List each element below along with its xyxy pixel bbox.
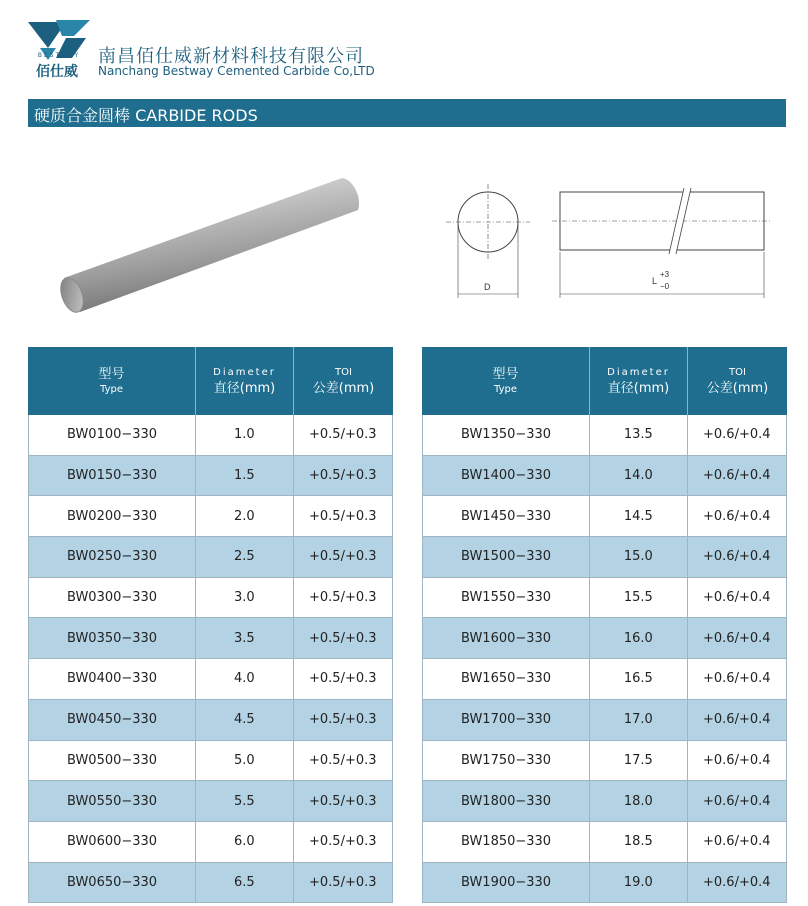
cell-type: BW1550−330 (423, 578, 590, 618)
cell-type: BW1650−330 (423, 659, 590, 699)
company-name-cn: 南昌佰仕威新材料科技有限公司 (98, 46, 364, 67)
cell-type: BW0450−330 (29, 700, 196, 740)
table-row (423, 456, 786, 497)
cell-type: BW0550−330 (29, 781, 196, 821)
cell-type: BW1750−330 (423, 741, 590, 781)
cell-type: BW1400−330 (423, 456, 590, 496)
table-row (423, 822, 786, 863)
header-type (422, 347, 590, 415)
header-tolerance (688, 347, 787, 415)
cell-diameter: 15.0 (590, 537, 687, 577)
length-tolerance-minus: −0 (660, 282, 670, 291)
table-row (29, 741, 392, 782)
table-row (29, 415, 392, 456)
section-title: 硬质合金圆棒 CARBIDE RODS (34, 106, 258, 125)
table-row (29, 700, 392, 741)
cell-type: BW0200−330 (29, 496, 196, 536)
table-row (29, 822, 392, 863)
cell-type: BW0500−330 (29, 741, 196, 781)
table-row (423, 618, 786, 659)
cell-diameter: 3.5 (196, 618, 293, 658)
cell-tolerance: +0.5/+0.3 (309, 712, 377, 728)
cell-type: BW1350−330 (423, 415, 590, 455)
length-tolerance-plus: +3 (660, 270, 670, 279)
cell-diameter: 1.5 (196, 456, 293, 496)
cell-diameter: 18.0 (590, 781, 687, 821)
cell-tolerance: +0.6/+0.4 (703, 793, 771, 809)
cell-tolerance: +0.6/+0.4 (703, 712, 771, 728)
table-row (29, 659, 392, 700)
cell-type: BW0350−330 (29, 618, 196, 658)
cell-diameter: 18.5 (590, 822, 687, 862)
spec-table-right (422, 347, 787, 903)
table-row (29, 456, 392, 497)
cell-tolerance: +0.6/+0.4 (703, 834, 771, 850)
cell-tolerance: +0.6/+0.4 (703, 468, 771, 484)
cell-tolerance: +0.6/+0.4 (703, 427, 771, 443)
header-tolerance-en: TOI (335, 366, 352, 378)
cell-type: BW0100−330 (29, 415, 196, 455)
cell-tolerance: +0.5/+0.3 (309, 630, 377, 646)
cell-tolerance: +0.5/+0.3 (309, 549, 377, 565)
carbide-rod-image (52, 160, 372, 330)
cell-tolerance: +0.5/+0.3 (309, 874, 377, 890)
cell-type: BW1600−330 (423, 618, 590, 658)
header-diameter-en: Diameter (213, 366, 276, 378)
table-row (29, 496, 392, 537)
header-type-cn: 型号 (492, 366, 519, 382)
cell-type: BW0650−330 (29, 863, 196, 903)
cell-type: BW0300−330 (29, 578, 196, 618)
cell-tolerance: +0.6/+0.4 (703, 590, 771, 606)
section-banner (28, 99, 786, 127)
cell-diameter: 17.0 (590, 700, 687, 740)
cell-diameter: 5.5 (196, 781, 293, 821)
cell-tolerance: +0.6/+0.4 (703, 508, 771, 524)
cell-type: BW0400−330 (29, 659, 196, 699)
header-type (28, 347, 196, 415)
cell-type: BW0250−330 (29, 537, 196, 577)
brand-name-cn: 佰仕威 (36, 64, 78, 80)
header-tolerance-cn: 公差(mm) (706, 380, 769, 396)
table-row (29, 781, 392, 822)
cell-diameter: 16.5 (590, 659, 687, 699)
cell-type: BW1700−330 (423, 700, 590, 740)
header-diameter-en: Diameter (607, 366, 670, 378)
cell-tolerance: +0.5/+0.3 (309, 427, 377, 443)
cell-diameter: 2.0 (196, 496, 293, 536)
cell-diameter: 16.0 (590, 618, 687, 658)
cell-type: BW1800−330 (423, 781, 590, 821)
cell-tolerance: +0.5/+0.3 (309, 752, 377, 768)
header-tolerance-cn: 公差(mm) (312, 380, 375, 396)
table-body (422, 415, 787, 903)
cell-tolerance: +0.5/+0.3 (309, 468, 377, 484)
cell-tolerance: +0.5/+0.3 (309, 671, 377, 687)
cell-diameter: 13.5 (590, 415, 687, 455)
cell-diameter: 14.5 (590, 496, 687, 536)
cell-tolerance: +0.6/+0.4 (703, 630, 771, 646)
cell-diameter: 14.0 (590, 456, 687, 496)
header-tolerance-en: TOI (729, 366, 746, 378)
cell-diameter: 6.0 (196, 822, 293, 862)
cell-tolerance: +0.6/+0.4 (703, 671, 771, 687)
cell-diameter: 4.5 (196, 700, 293, 740)
header-diameter (590, 347, 688, 415)
cell-type: BW1850−330 (423, 822, 590, 862)
table-row (423, 659, 786, 700)
cell-tolerance: +0.6/+0.4 (703, 549, 771, 565)
table-row (29, 537, 392, 578)
cell-diameter: 1.0 (196, 415, 293, 455)
table-body (28, 415, 393, 903)
cell-type: BW0150−330 (29, 456, 196, 496)
header-diameter (196, 347, 294, 415)
table-row (423, 781, 786, 822)
company-name-en: Nanchang Bestway Cemented Carbide Co,LTD (98, 64, 375, 78)
table-row (423, 537, 786, 578)
cell-type: BW1500−330 (423, 537, 590, 577)
rod-technical-drawing (440, 182, 780, 302)
cell-tolerance: +0.6/+0.4 (703, 874, 771, 890)
cell-diameter: 17.5 (590, 741, 687, 781)
spec-table-left (28, 347, 393, 903)
brand-word: BESTWAY (37, 52, 81, 59)
table-row (423, 415, 786, 456)
cell-tolerance: +0.5/+0.3 (309, 793, 377, 809)
table-row (29, 863, 392, 904)
table-row (29, 578, 392, 619)
table-row (423, 863, 786, 904)
table-row (423, 741, 786, 782)
header-type-cn: 型号 (98, 366, 125, 382)
cell-tolerance: +0.5/+0.3 (309, 508, 377, 524)
cell-diameter: 4.0 (196, 659, 293, 699)
cell-tolerance: +0.5/+0.3 (309, 590, 377, 606)
table-row (423, 578, 786, 619)
cell-type: BW1900−330 (423, 863, 590, 903)
cell-diameter: 19.0 (590, 863, 687, 903)
header-diameter-cn: 直径(mm) (607, 380, 670, 396)
header-type-en: Type (494, 383, 517, 395)
cell-diameter: 2.5 (196, 537, 293, 577)
header-tolerance (294, 347, 393, 415)
cell-diameter: 6.5 (196, 863, 293, 903)
cell-type: BW1450−330 (423, 496, 590, 536)
table-row (423, 700, 786, 741)
cell-tolerance: +0.5/+0.3 (309, 834, 377, 850)
cell-tolerance: +0.6/+0.4 (703, 752, 771, 768)
cell-diameter: 15.5 (590, 578, 687, 618)
header-diameter-cn: 直径(mm) (213, 380, 276, 396)
header-type-en: Type (100, 383, 123, 395)
table-row (423, 496, 786, 537)
cell-type: BW0600−330 (29, 822, 196, 862)
table-header (28, 347, 393, 415)
cell-diameter: 3.0 (196, 578, 293, 618)
diameter-label: D (484, 282, 491, 292)
cell-diameter: 5.0 (196, 741, 293, 781)
table-row (29, 618, 392, 659)
table-header (422, 347, 787, 415)
length-label: L (652, 276, 658, 286)
